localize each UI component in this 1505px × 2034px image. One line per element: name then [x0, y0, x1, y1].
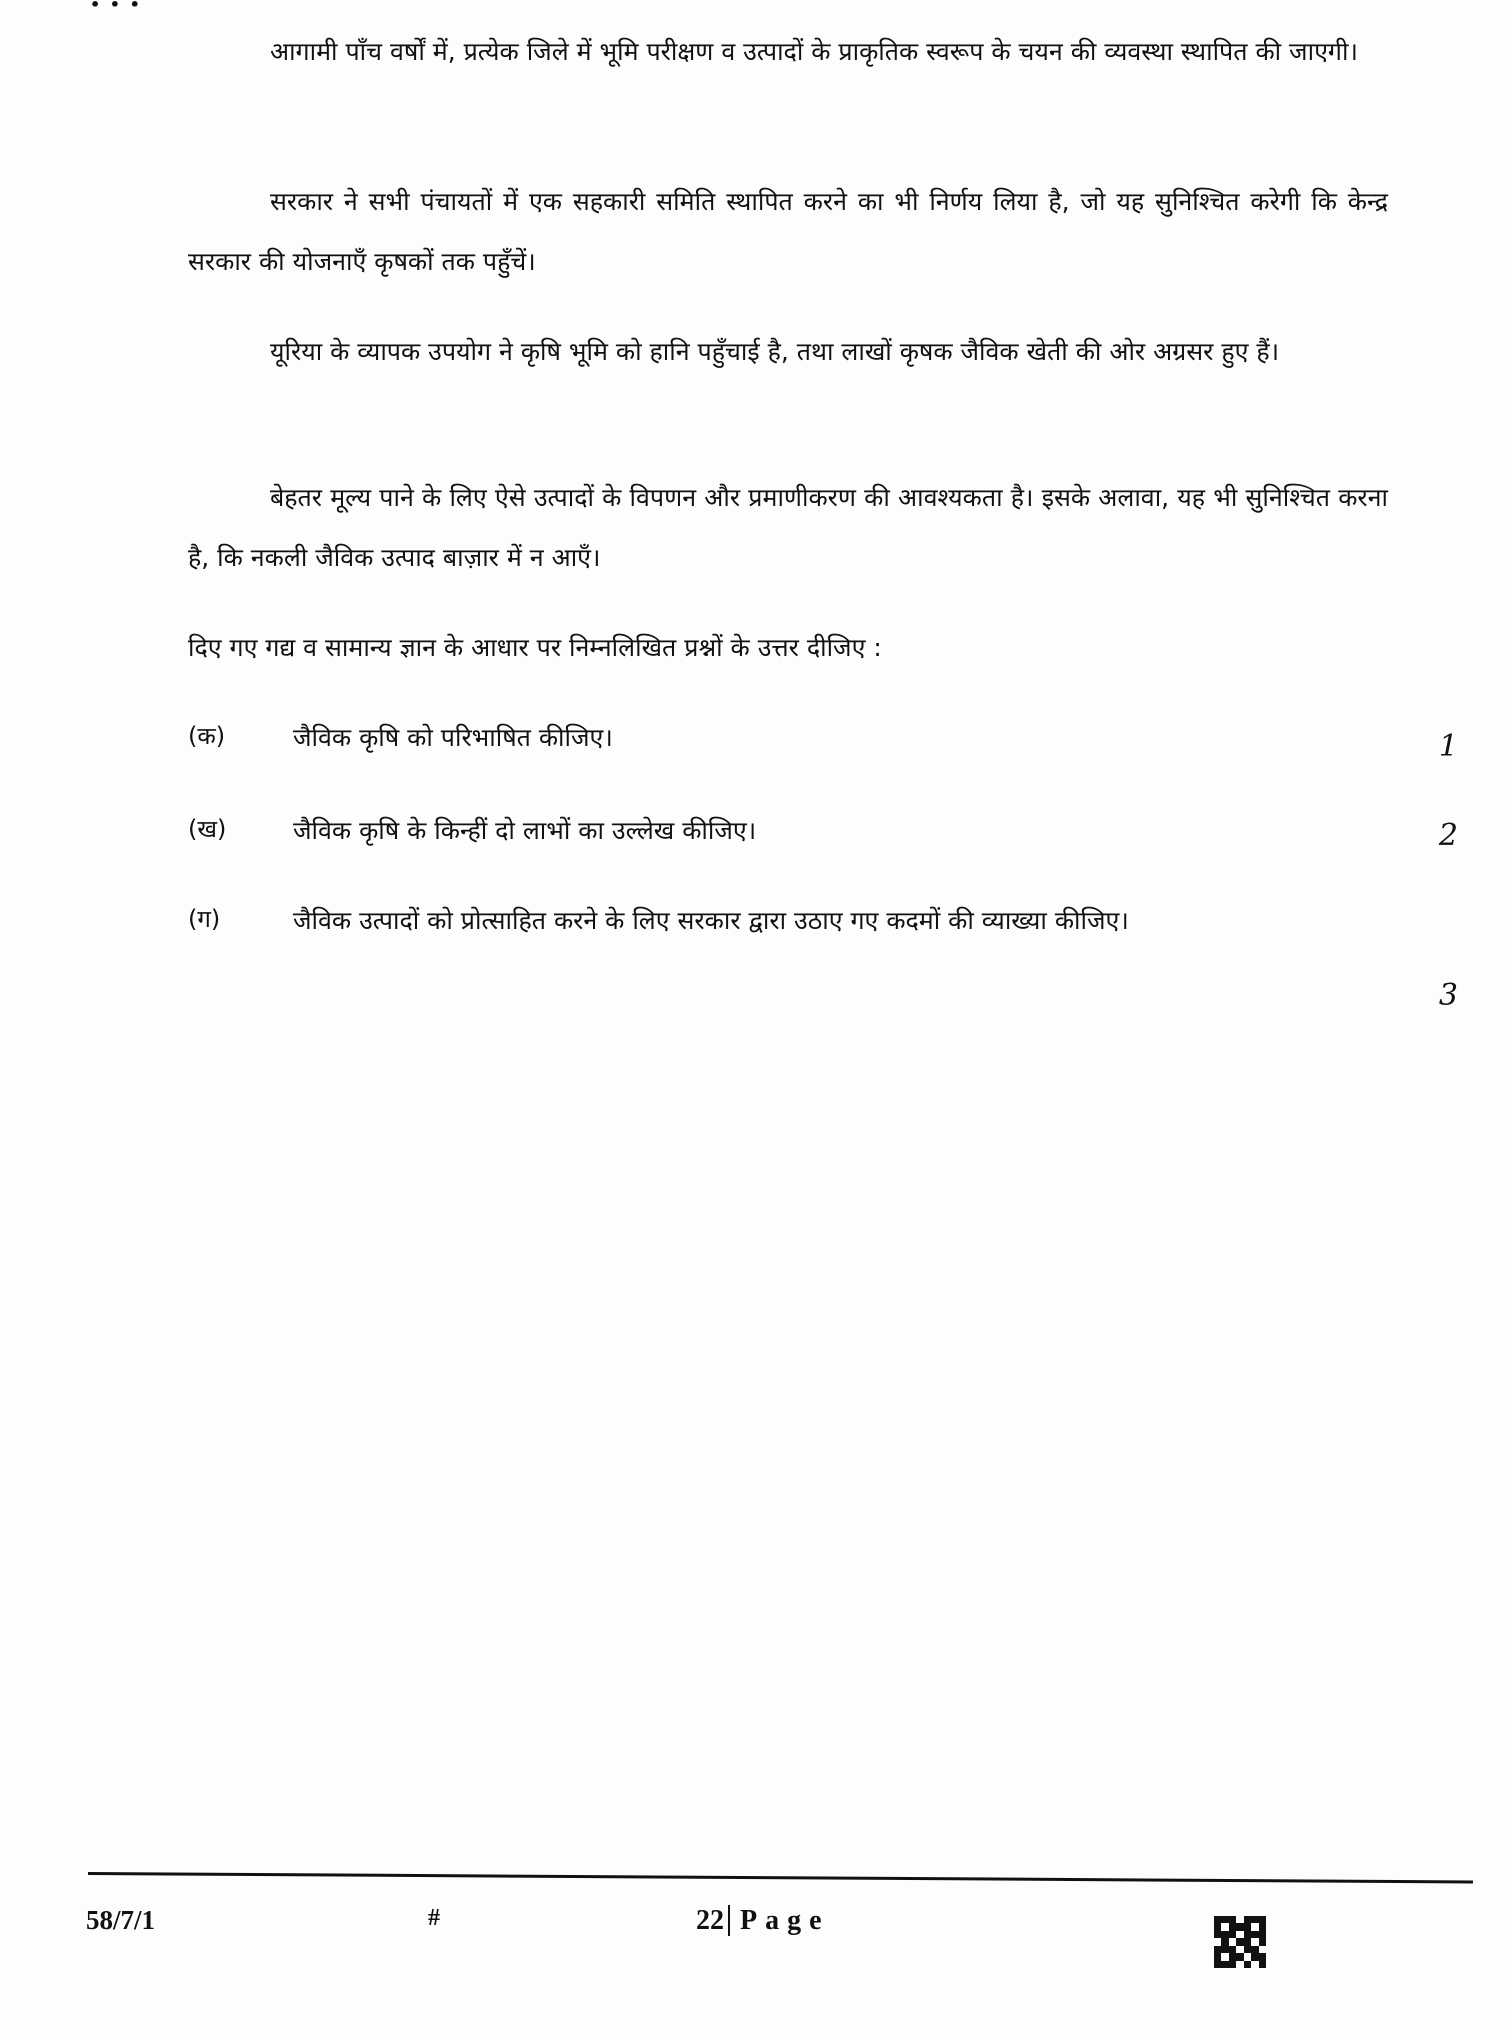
passage-paragraph-2	[188, 172, 1388, 292]
passage-text-3: यूरिया के व्यापक उपयोग ने कृषि भूमि को हानि पहुँचाई है, तथा लाखों कृषक जैविक खेती की ओर अग्रसर हुए हैं।	[270, 337, 1280, 366]
page-label: Page	[740, 1905, 830, 1936]
paper-code: 58/7/1	[86, 1905, 156, 1935]
question-marks: 2	[1438, 818, 1458, 853]
question-marks: 3	[1438, 978, 1458, 1013]
passage-paragraph-3	[188, 322, 1388, 382]
question-label: (ग)	[188, 905, 221, 933]
question-marks: 1	[1438, 729, 1458, 764]
passage-paragraph-4	[188, 468, 1388, 588]
passage-text-1: आगामी पाँच वर्षों में, प्रत्येक जिले में भूमि परीक्षण व उत्पादों के प्राकृतिक स्वरूप के चयन की व्यवस्था स्थापित की जाएगी।	[270, 37, 1358, 66]
page-number-value: 22	[696, 1905, 730, 1936]
page-footer	[0, 1905, 1505, 1965]
question-text: जैविक कृषि को परिभाषित कीजिए।	[293, 723, 613, 752]
question-text: जैविक उत्पादों को प्रोत्साहित करने के लिए सरकार द्वारा उठाए गए कदमों की व्याख्या कीजिए।	[293, 906, 1129, 935]
question-instruction: दिए गए गद्य व सामान्य ज्ञान के आधार पर निम्नलिखित प्रश्नों के उत्तर दीजिए :	[188, 633, 882, 662]
hash-mark: #	[428, 1905, 440, 1931]
question-label: (ख)	[188, 815, 227, 843]
corner-mark: • • •	[90, 0, 142, 14]
qr-code-icon	[1214, 1916, 1266, 1968]
question-text: जैविक कृषि के किन्हीं दो लाभों का उल्लेख कीजिए।	[293, 816, 757, 845]
passage-text-4: बेहतर मूल्य पाने के लिए ऐसे उत्पादों के विपणन और प्रमाणीकरण की आवश्यकता है। इसके अलावा, यह भी सुनिश्चित करना है, कि नकली जैविक उत्पाद बाज़ार में न आएँ।	[188, 483, 1388, 572]
footer-divider	[88, 1872, 1473, 1883]
passage-paragraph-1	[188, 22, 1388, 82]
passage-text-2: सरकार ने सभी पंचायतों में एक सहकारी समिति स्थापित करने का भी निर्णय लिया है, जो यह सुनिश्चित करेगी कि केन्द्र सरकार की योजनाएँ कृषकों तक पहुँचें।	[188, 187, 1388, 276]
page-number	[696, 1905, 830, 1937]
question-label: (क)	[188, 722, 226, 750]
